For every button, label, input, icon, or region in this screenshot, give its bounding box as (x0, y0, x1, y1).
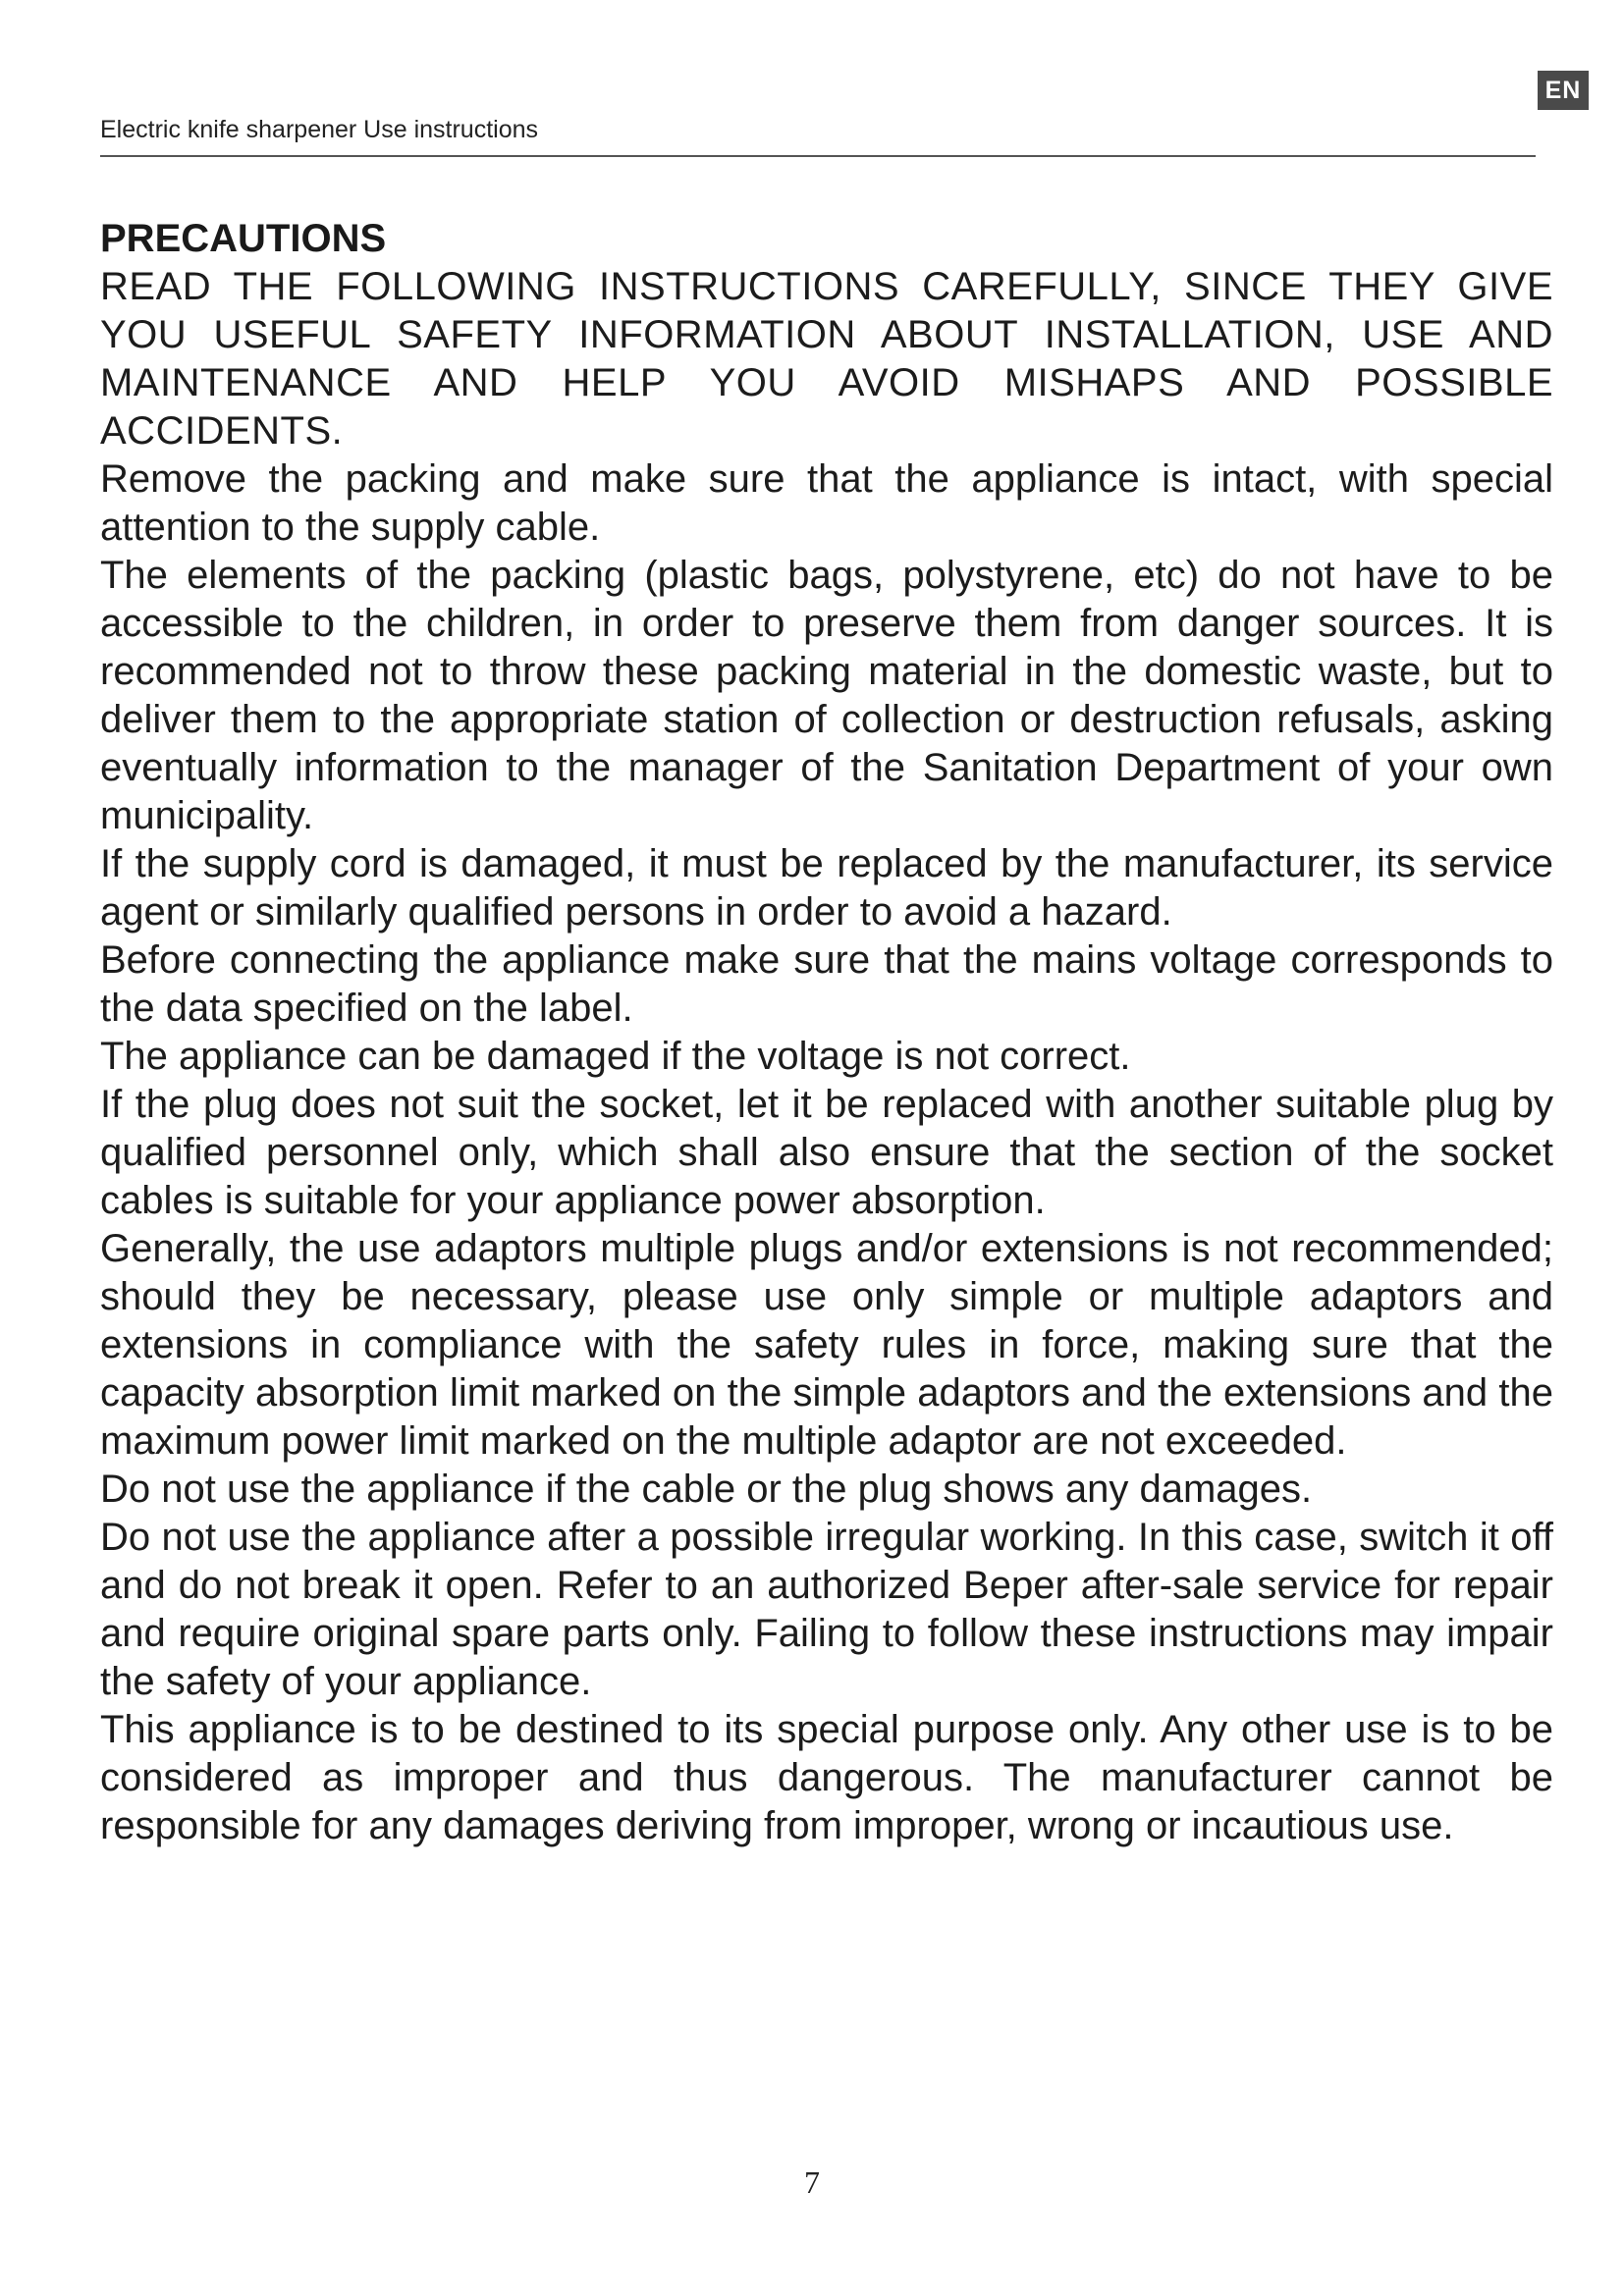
document-header-title: Electric knife sharpener Use instructions (100, 116, 539, 143)
paragraph-supply-cord: If the supply cord is damaged, it must be replaced by the manufacturer, its service agent or similarly qualified persons in order to avoid a hazard. (100, 842, 1553, 934)
paragraph-damaged-cable: Do not use the appliance if the cable or the plug shows any damages. (100, 1468, 1313, 1511)
page-number: 7 (804, 2164, 820, 2200)
paragraph-intended-use: This appliance is to be destined to its special purpose only. Any other use is to be considered as improper and thus dangerous. The manufacturer cannot be responsible for any damages deriving from improper, wrong or incautious use. (100, 1708, 1553, 1847)
paragraph-packing-disposal: The elements of the packing (plastic bags, polystyrene, etc) do not have to be accessible to the children, in order to preserve them from danger sources. It is recommended not to throw these packing material in the domestic waste, but to deliver them to the appropriate station of collection or destruction refusals, asking eventually information to the manager of the Sanitation Department of your own municipality. (100, 554, 1553, 837)
paragraph-intro: READ THE FOLLOWING INSTRUCTIONS CAREFULLY, SINCE THEY GIVE YOU USEFUL SAFETY INFORMATION ABOUT INSTALLATION, USE AND MAINTENANCE AND HELP YOU AVOID MISHAPS AND POSSIBLE ACCIDENTS. (100, 265, 1553, 453)
paragraph-irregular-working: Do not use the appliance after a possible irregular working. In this case, switch it off and do not break it open. Refer to an authorized Beper after-sale service for repair and require original spare parts only. Failing to follow these instructions may impair the safety of your appliance. (100, 1516, 1553, 1703)
header-divider (100, 155, 1536, 157)
paragraph-packing-check: Remove the packing and make sure that the appliance is intact, with special attention to the supply cable. (100, 457, 1553, 549)
language-badge: EN (1538, 71, 1589, 110)
paragraph-adaptors: Generally, the use adaptors multiple plugs and/or extensions is not recommended; should they be necessary, please use only simple or multiple adaptors and extensions in compliance with the safety rules in force, making sure that the capacity absorption limit marked on the simple adaptors and the extensions and the maximum power limit marked on the multiple adaptor are not exceeded. (100, 1227, 1553, 1463)
paragraph-plug-socket: If the plug does not suit the socket, let it be replaced with another suitable plug by qualified personnel only, which shall also ensure that the section of the socket cables is suitable for your appliance power absorption. (100, 1083, 1553, 1222)
paragraph-voltage-damage: The appliance can be damaged if the voltage is not correct. (100, 1035, 1131, 1078)
paragraph-mains-voltage: Before connecting the appliance make sure that the mains voltage corresponds to the data specified on the label. (100, 938, 1553, 1030)
precautions-section (100, 214, 1553, 1850)
section-heading: PRECAUTIONS (100, 217, 387, 260)
